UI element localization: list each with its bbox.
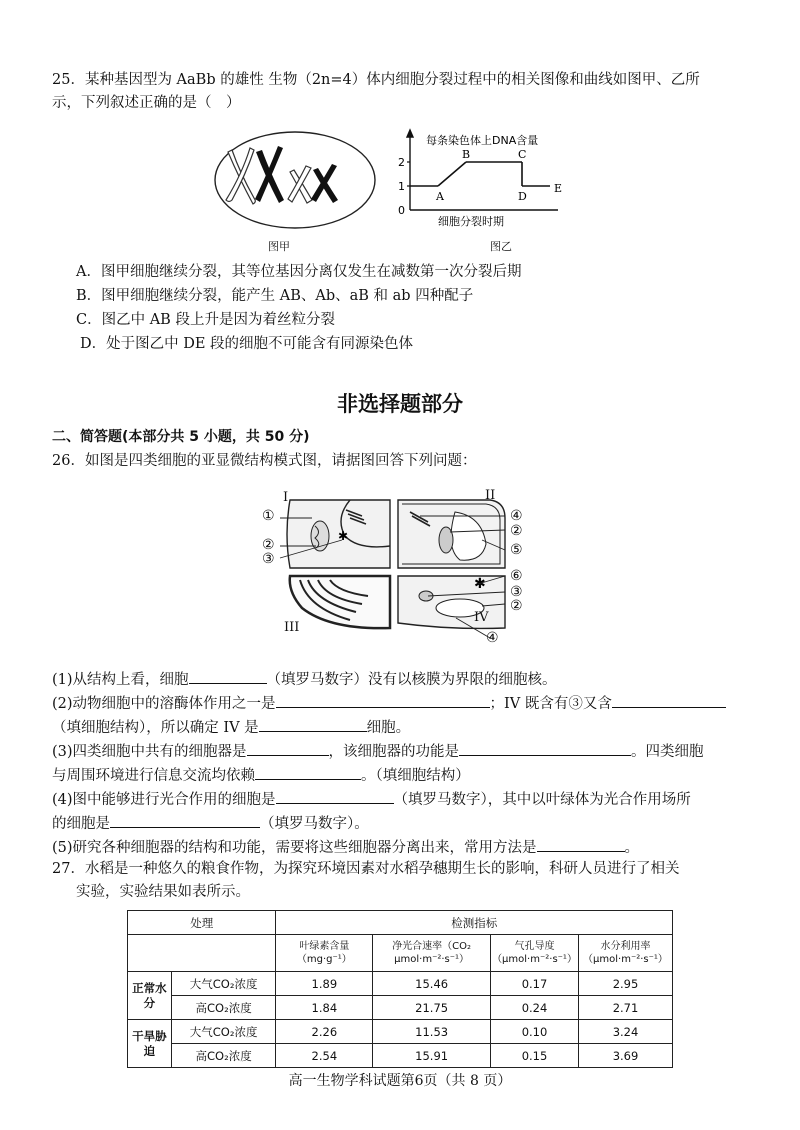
chart-xlabel: 细胞分裂时期 xyxy=(438,215,504,228)
circle-label-3-right: ③ xyxy=(510,584,523,600)
q26-p2-text-b: ；IV 既含有③又含 xyxy=(489,696,612,712)
q26-p3-line2 xyxy=(52,764,470,786)
q26-p3-blank-3[interactable] xyxy=(255,764,361,780)
circle-label-1-left: ① xyxy=(262,508,275,524)
cell-label-i: I xyxy=(283,490,289,505)
figure-yi-chart xyxy=(388,128,588,238)
table-cell: 2.95 xyxy=(579,972,673,996)
row-cond: 高CO₂浓度 xyxy=(171,996,276,1020)
chart-title: 每条染色体上DNA含量 xyxy=(426,134,539,147)
cell-label-ii: II xyxy=(485,488,496,503)
table-row xyxy=(128,972,673,996)
circle-label-4-right: ④ xyxy=(510,508,523,524)
q26-p3-blank-2[interactable] xyxy=(459,740,631,756)
circle-label-4b-right: ④ xyxy=(486,630,499,646)
point-label-b: B xyxy=(462,148,471,161)
chart-ticks xyxy=(398,156,410,217)
table-cell: 3.24 xyxy=(579,1020,673,1044)
header-col-3: 水分利用率 （μmol·m⁻²·s⁻¹） xyxy=(579,935,673,972)
q26-p5 xyxy=(52,836,639,858)
circle-label-3-left: ③ xyxy=(262,551,275,567)
q27-stem-line2: 实验，实验结果如表所示。 xyxy=(76,884,250,900)
table-cell: 21.75 xyxy=(373,996,491,1020)
table-cell: 2.71 xyxy=(579,996,673,1020)
circle-label-2-left: ② xyxy=(262,537,275,553)
table-cell: 1.89 xyxy=(276,972,373,996)
cell-i-animal xyxy=(287,500,390,568)
header-col-2: 气孔导度 （μmol·m⁻²·s⁻¹） xyxy=(491,935,579,972)
header-indicators: 检测指标 xyxy=(276,911,673,935)
centriole-iv: ✱ xyxy=(474,576,486,592)
q26-p1 xyxy=(52,668,557,690)
row-cond: 大气CO₂浓度 xyxy=(171,1020,276,1044)
table-cell: 3.69 xyxy=(579,1044,673,1068)
table-cell: 0.17 xyxy=(491,972,579,996)
chromosome-light-2 xyxy=(288,166,312,203)
q25-stem-line2: 示，下列叙述正确的是（ ） xyxy=(52,95,241,111)
table-cell: 15.46 xyxy=(373,972,491,996)
q26-p4-line2 xyxy=(52,812,369,834)
table-cell: 2.54 xyxy=(276,1044,373,1068)
point-label-c: C xyxy=(518,148,527,161)
q26-p4-text-c: 的细胞是 xyxy=(52,816,110,832)
row-cond: 高CO₂浓度 xyxy=(171,1044,276,1068)
q26-p4-text-d: （填罗马数字）。 xyxy=(260,816,369,832)
table-cell: 11.53 xyxy=(373,1020,491,1044)
q26-p3-text-e: 。（填细胞结构） xyxy=(361,768,470,784)
section-heading: 二、简答题(本部分共 5 小题，共 50 分) xyxy=(52,429,310,445)
q26-p2-text-c: （填细胞结构），所以确定 IV 是 xyxy=(52,720,259,736)
table-header-row-1 xyxy=(128,911,673,935)
q26-p3-blank-1[interactable] xyxy=(247,740,329,756)
q26-p2-line2 xyxy=(52,716,410,738)
q26-p2-text-a: (2)动物细胞中的溶酶体作用之一是 xyxy=(52,696,276,712)
q25-option-c: C．图乙中 AB 段上升是因为着丝粒分裂 xyxy=(76,312,335,328)
chromosome-light-1 xyxy=(226,148,255,204)
table-cell: 15.91 xyxy=(373,1044,491,1068)
q26-p5-blank[interactable] xyxy=(537,836,625,852)
circle-label-6-right: ⑥ xyxy=(510,568,523,584)
header-col-0: 叶绿素含量 （mg·g⁻¹） xyxy=(276,935,373,972)
table-row xyxy=(128,996,673,1020)
header-treatment: 处理 xyxy=(128,911,276,935)
figure-yi-caption: 图乙 xyxy=(490,240,512,253)
table-cell: 2.26 xyxy=(276,1020,373,1044)
q26-p1-text-b: （填罗马数字）没有以核膜为界限的细胞核。 xyxy=(266,672,557,688)
point-label-a: A xyxy=(436,190,444,203)
q26-p1-blank[interactable] xyxy=(189,668,267,684)
mitochondrion-ii xyxy=(439,527,453,553)
q26-p4-text-a: (4)图中能够进行光合作用的细胞是 xyxy=(52,792,276,808)
circle-label-2b-right: ② xyxy=(510,598,523,614)
y-tick-label-0: 0 xyxy=(398,204,405,217)
q27-results-table xyxy=(127,910,673,1068)
chromosome-dark-1 xyxy=(255,146,284,203)
y-axis-arrow xyxy=(407,130,413,137)
q26-p2-blank-3[interactable] xyxy=(259,716,367,732)
q25-stem-line1: 25．某种基因型为 AaBb 的雄性 生物（2n=4）体内细胞分裂过程中的相关图像和曲线如图甲、乙所 xyxy=(52,72,700,88)
group-drought-stress: 干旱胁迫 xyxy=(128,1020,172,1068)
chart-point-labels xyxy=(435,148,562,203)
series-segment-1 xyxy=(438,162,466,186)
figure-jia-cell-diagram xyxy=(210,128,380,233)
figure-jia-caption: 图甲 xyxy=(268,240,290,253)
q26-p3-line1 xyxy=(52,740,704,762)
chart-series-line xyxy=(410,162,550,186)
cell-ii-plant xyxy=(398,500,505,568)
q27-stem-line1: 27．水稻是一种悠久的粮食作物，为探究环境因素对水稻孕穗期生长的影响，科研人员进行了相关 xyxy=(52,861,680,877)
q26-p2-line1 xyxy=(52,692,726,714)
q26-p2-blank-1[interactable] xyxy=(276,692,490,708)
q26-p4-blank-1[interactable] xyxy=(276,788,394,804)
q26-p3-text-d: 与周围环境进行信息交流均依赖 xyxy=(52,768,255,784)
row-cond: 大气CO₂浓度 xyxy=(171,972,276,996)
q26-p2-blank-2[interactable] xyxy=(612,692,726,708)
q26-p4-line1 xyxy=(52,788,691,810)
y-tick-label-1: 1 xyxy=(398,180,405,193)
q26-stem: 26．如图是四类细胞的亚显微结构模式图，请据图回答下列问题： xyxy=(52,453,477,469)
cell-iii-bacterium xyxy=(290,576,390,628)
y-tick-label-2: 2 xyxy=(398,156,405,169)
header-col-1: 净光合速率（CO₂ μmol·m⁻²·s⁻¹） xyxy=(373,935,491,972)
table-cell: 1.84 xyxy=(276,996,373,1020)
table-row xyxy=(128,1020,673,1044)
cell-label-iv: IV xyxy=(474,610,489,625)
section-title: 非选择题部分 xyxy=(337,392,463,416)
point-label-e: E xyxy=(554,182,563,195)
q26-p1-text-a: (1)从结构上看，细胞 xyxy=(52,672,189,688)
circle-label-5-right: ⑤ xyxy=(510,542,523,558)
q26-p3-text-a: (3)四类细胞中共有的细胞器是 xyxy=(52,744,247,760)
q25-option-d: D．处于图乙中 DE 段的细胞不可能含有同源染色体 xyxy=(80,336,414,352)
q26-p5-text-b: 。 xyxy=(624,840,640,856)
table-row xyxy=(128,1044,673,1068)
page-footer: 高一生物学科试题第6页（共 8 页） xyxy=(288,1073,512,1089)
q26-p3-text-c: 。四类细胞 xyxy=(631,744,704,760)
circle-label-2-right: ② xyxy=(510,523,523,539)
group-normal-water: 正常水分 xyxy=(128,972,172,1020)
chromosome-dark-2 xyxy=(311,164,338,203)
table-cell: 0.10 xyxy=(491,1020,579,1044)
point-label-d: D xyxy=(518,190,527,203)
q26-p4-text-b: （填罗马数字），其中以叶绿体为光合作用场所 xyxy=(393,792,691,808)
q26-p3-text-b: ，该细胞器的功能是 xyxy=(328,744,460,760)
q25-option-a: A．图甲细胞继续分裂，其等位基因分离仅发生在减数第一次分裂后期 xyxy=(76,264,522,280)
cell-label-iii: III xyxy=(284,620,300,635)
table-cell: 0.24 xyxy=(491,996,579,1020)
q26-p2-text-d: 细胞。 xyxy=(366,720,411,736)
table-cell: 0.15 xyxy=(491,1044,579,1068)
q26-p5-text-a: (5)研究各种细胞器的结构和功能，需要将这些细胞器分离出来，常用方法是 xyxy=(52,840,537,856)
q26-p4-blank-2[interactable] xyxy=(110,812,260,828)
centriole-i: ✱ xyxy=(338,529,349,543)
table-header-row-2 xyxy=(128,935,673,972)
q25-option-b: B．图甲细胞继续分裂，能产生 AB、Ab、aB 和 ab 四种配子 xyxy=(76,288,474,304)
